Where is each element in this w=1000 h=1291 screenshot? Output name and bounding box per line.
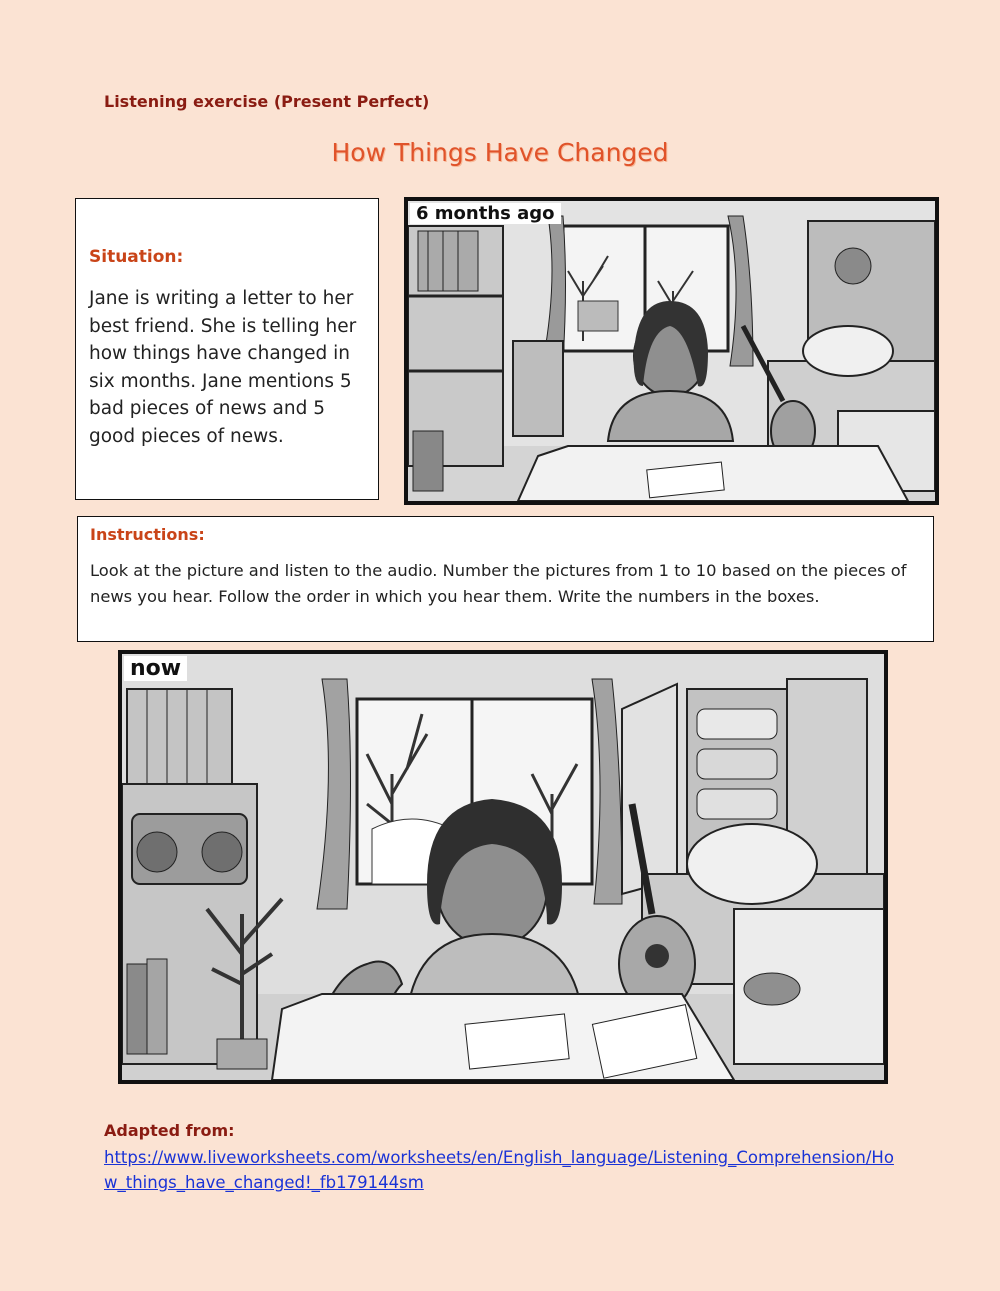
picture-label-now: now	[124, 656, 187, 681]
instructions-text: Look at the picture and listen to the audio. Number the pictures from 1 to 10 based on the pieces of news you hear. Follow the order in which you hear them. Write the numbers in the boxes.	[90, 561, 907, 606]
source-link[interactable]: https://www.liveworksheets.com/worksheets/en/English_language/Listening_Comprehension/How_things_have_changed!_fb179144sm	[104, 1148, 894, 1192]
instructions-heading: Instructions:	[90, 525, 205, 544]
picture-six-months-ago	[404, 197, 939, 505]
adapted-from-label: Adapted from:	[104, 1121, 235, 1140]
situation-box	[75, 198, 379, 500]
worksheet-title: How Things Have Changed	[331, 138, 669, 167]
situation-text: Jane is writing a letter to her best friend. She is telling her how things have changed in six months. Jane mentions 5 bad pieces of news and 5 good pieces of news.	[89, 288, 357, 447]
situation-heading: Situation:	[89, 247, 184, 267]
bedroom-before-illustration	[408, 201, 935, 501]
picture-now	[118, 650, 888, 1084]
bedroom-now-illustration	[122, 654, 884, 1080]
instructions-box	[77, 516, 934, 642]
worksheet-subtitle: Listening exercise (Present Perfect)	[104, 92, 430, 111]
picture-label-before: 6 months ago	[410, 203, 561, 224]
